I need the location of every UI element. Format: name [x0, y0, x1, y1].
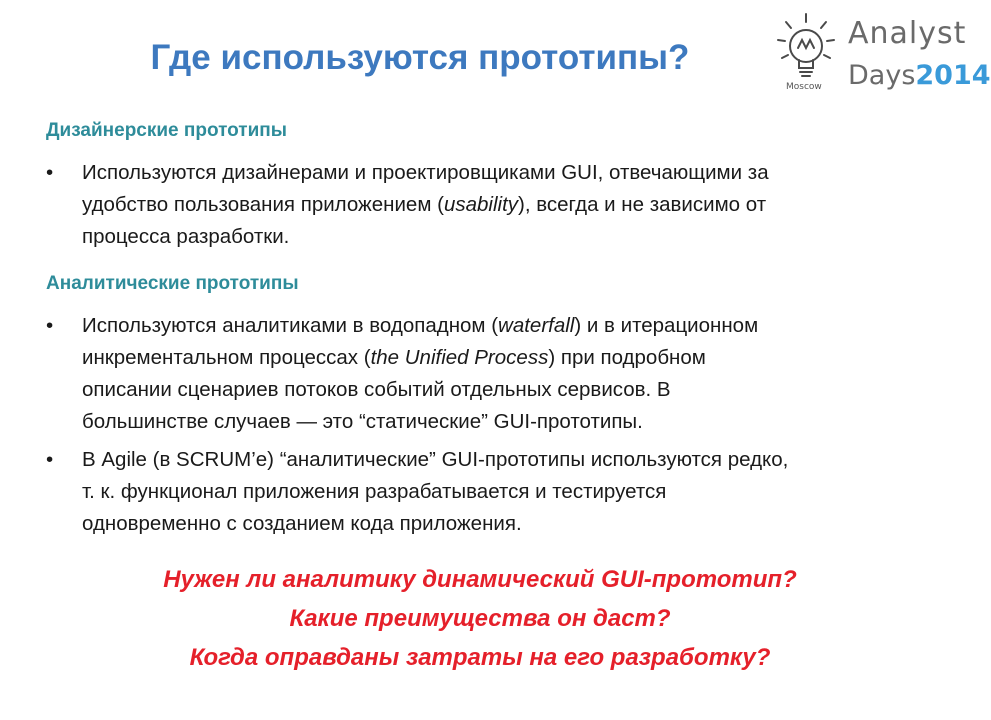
bullet-line [82, 221, 926, 253]
closing-questions [0, 560, 960, 677]
question-2: Какие преимущества он даст? [289, 605, 671, 632]
text-run: Используются аналитиками в водопадном ( [82, 314, 499, 337]
logo-days-line [848, 60, 991, 91]
logo-city: Moscow [786, 82, 822, 92]
bullet-line [82, 444, 926, 476]
emphasis: usability [443, 193, 519, 216]
bullet-line [82, 189, 926, 221]
bullet-text [82, 157, 926, 253]
emphasis: the Unified Process [370, 346, 549, 369]
bullet-agile-usage [46, 444, 926, 540]
text-run: ) при подробном [548, 346, 706, 369]
text-run: инкрементальном процессах ( [82, 346, 371, 369]
analyst-days-logo [772, 10, 991, 98]
slide-title: Где используются прототипы? [150, 38, 690, 77]
question-3: Когда оправданы затраты на его разработку? [189, 644, 771, 671]
text-run: Используются дизайнерами и проектировщиками GUI, отвечающими за [82, 161, 769, 184]
bullet-line [82, 508, 926, 540]
text-run: описании сценариев потоков событий отдельных сервисов. В [82, 378, 671, 401]
bullet-dot: • [46, 161, 54, 184]
bullet-dot: • [46, 314, 54, 337]
text-run: процесса разработки. [82, 225, 290, 248]
bullet-analytic-usage [46, 310, 926, 438]
text-run: удобство пользования приложением ( [82, 193, 444, 216]
bullet-text [82, 444, 926, 540]
logo-analyst-text: Analyst [848, 16, 967, 51]
bullet-line [82, 342, 926, 374]
text-run: ) и в итерационном [574, 314, 759, 337]
section-heading-design: Дизайнерские прототипы [46, 120, 287, 141]
section-heading-analytic: Аналитические прототипы [46, 273, 299, 294]
bullet-line [82, 406, 926, 438]
text-run: В Agile (в SCRUM’е) “аналитические” GUI-прототипы используются редко, [82, 448, 789, 471]
bullet-line [82, 157, 926, 189]
text-run: т. к. функционал приложения разрабатывается и тестируется [82, 480, 667, 503]
bullet-design-usage [46, 157, 926, 253]
emphasis: waterfall [498, 314, 575, 337]
text-run: большинстве случаев — это “статические” GUI-прототипы. [82, 410, 643, 433]
logo-days-text: Days [848, 60, 916, 91]
bullet-dot: • [46, 448, 54, 471]
question-1: Нужен ли аналитику динамический GUI-прототип? [163, 566, 797, 593]
logo-year: 2014 [915, 60, 991, 91]
text-run: ), всегда и не зависимо от [518, 193, 767, 216]
text-run: одновременно с созданием кода приложения. [82, 512, 522, 535]
bullet-text [82, 310, 926, 438]
bullet-line [82, 310, 926, 342]
bullet-line [82, 374, 926, 406]
bullet-line [82, 476, 926, 508]
